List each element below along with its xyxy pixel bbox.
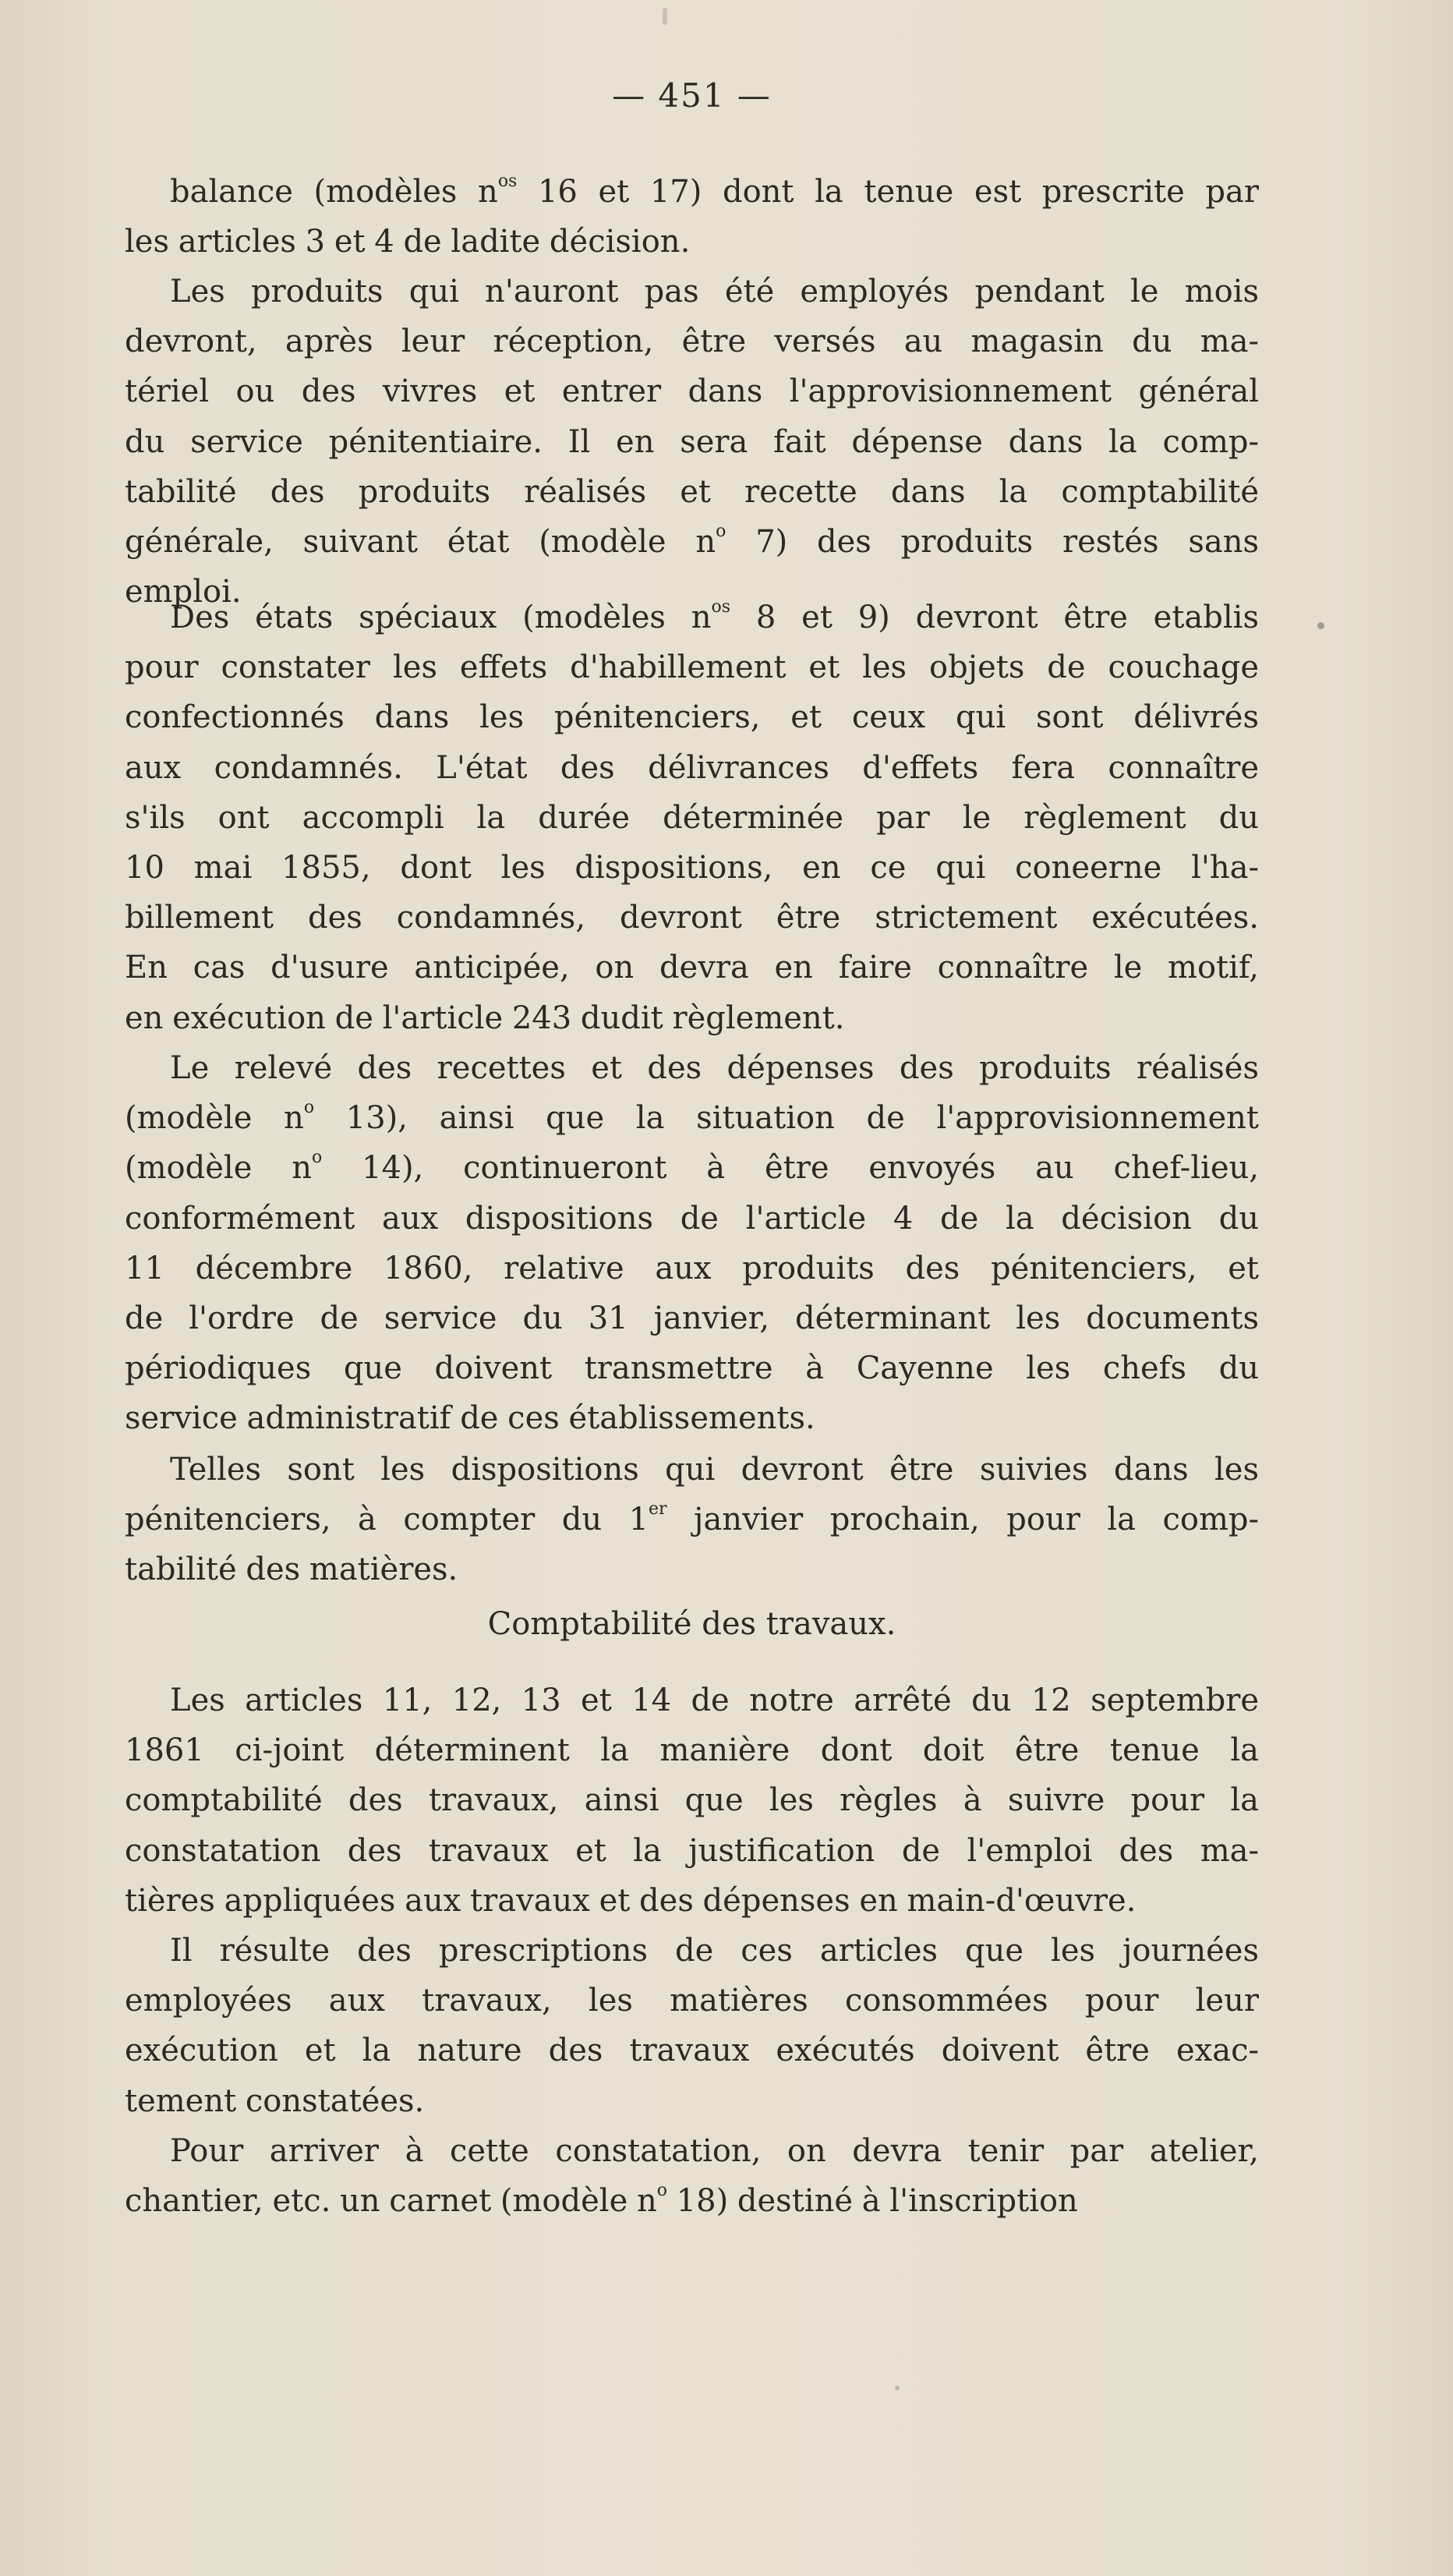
text-line [125,893,1259,943]
superscript: o [716,521,726,541]
text-line [125,167,1259,217]
line-text: janvier prochain, pour la comp- [666,1502,1259,1538]
line-text: périodiques que doivent transmettre à Cayenne les chefs du [125,1350,1259,1387]
line-text: 13), ainsi que la situation de l'approvisionnement [314,1100,1259,1137]
line-text: Les produits qui n'auront pas été employés pendant le mois [170,274,1259,310]
text-line [125,1675,1259,1725]
line-text: 8 et 9) devront être etablis [730,600,1259,635]
line-text: aux condamnés. L'état des délivrances d'effets fera connaître [125,749,1259,786]
superscript: o [311,1148,323,1168]
scan-speck [1317,622,1324,629]
text-line [125,1545,1259,1594]
superscript: er [649,1499,667,1519]
paragraph-2 [125,267,1259,617]
text-line [125,1194,1259,1244]
superscript: o [656,2180,667,2200]
scan-speck [895,2386,900,2390]
text-line [125,2126,1259,2176]
line-text: emploi. [125,574,242,610]
text-line [125,993,1259,1043]
paragraph-7 [125,1926,1259,2126]
line-text: tériel ou des vivres et entrer dans l'approvisionnement général [125,373,1259,410]
text-line [125,642,1259,692]
text-line [125,843,1259,893]
text-line [125,1093,1259,1143]
text-line [125,1976,1259,2026]
superscript: o [303,1097,315,1117]
paragraph-6 [125,1675,1259,1926]
text-line [125,1725,1259,1775]
line-text: conformément aux dispositions de l'article 4 de la décision du [125,1200,1259,1237]
text-line [125,317,1259,366]
text-line [125,793,1259,843]
line-text: 16 et 17) dont la tenue est prescrite par [517,174,1259,210]
line-text: Des états spéciaux (modèles n [170,600,712,635]
line-text: Le relevé des recettes et des dépenses des produits réalisés [170,1050,1259,1086]
line-text: tement constatées. [125,2082,425,2119]
line-text: 1861 ci-joint déterminent la manière dont doit être tenue la [125,1732,1259,1769]
text-line [125,1495,1259,1545]
line-text: (modèle n [125,1150,312,1187]
line-text: s'ils ont accompli la durée déterminée par le règlement du [125,799,1259,836]
line-text: en exécution de l'article 243 dudit règlement. [125,1000,845,1036]
text-line [125,217,1259,267]
line-text: En cas d'usure anticipée, on devra en faire connaître le motif, [125,950,1259,986]
text-line [125,2076,1259,2126]
line-text: du service pénitentiaire. Il en sera fait dépense dans la comp- [125,423,1259,460]
line-text: tabilité des matières. [125,1552,458,1588]
text-line [125,267,1259,317]
scan-speck [663,8,667,25]
text-line [125,1775,1259,1825]
text-line [125,1445,1259,1495]
text-line [125,1926,1259,1976]
text-line [125,692,1259,742]
line-text: exécution et la nature des travaux exécutés doivent être exac- [125,2033,1259,2069]
line-text: Les articles 11, 12, 13 et 14 de notre arrêté du 12 septembre [170,1683,1259,1718]
text-line [125,517,1259,567]
line-text: 18) destiné à l'inscription [666,2183,1078,2220]
line-text: Telles sont les dispositions qui devront être suivies dans les [170,1452,1259,1488]
line-text: confectionnés dans les pénitenciers, et ceux qui sont délivrés [125,699,1259,736]
line-text: comptabilité des travaux, ainsi que les règles à suivre pour la [125,1782,1259,1819]
line-text: billement des condamnés, devront être strictement exécutées. [125,900,1259,936]
line-text: Il résulte des prescriptions de ces articles que les journées [170,1933,1259,1969]
superscript: os [497,171,518,191]
text-line [125,943,1259,993]
line-text: 7) des produits restés sans [726,523,1259,560]
line-text: employées aux travaux, les matières consommées pour leur [125,1983,1259,2019]
line-text: chantier, etc. un carnet (modèle n [125,2183,657,2220]
line-text: balance (modèles n [170,174,498,210]
line-text: pour constater les effets d'habillement et les objets de couchage [125,649,1259,686]
line-text: tabilité des produits réalisés et recette dans la comptabilité [125,473,1259,510]
paragraph-1 [125,167,1259,267]
text-line [125,1826,1259,1876]
paragraph-8 [125,2126,1259,2226]
line-text: générale, suivant état (modèle n [125,523,716,560]
paragraph-3 [125,593,1259,1043]
line-text: service administratif de ces établissements. [125,1400,815,1437]
page-number: — 451 — [612,76,772,115]
text-line [125,1043,1259,1093]
line-text: tières appliquées aux travaux et des dépenses en main-d'œuvre. [125,1882,1137,1919]
text-line [125,417,1259,467]
text-line [125,2026,1259,2075]
line-text: de l'ordre de service du 31 janvier, déterminant les documents [125,1300,1259,1336]
line-text: (modèle n [125,1100,304,1137]
text-line [125,1244,1259,1293]
line-text: 14), continueront à être envoyés au chef-lieu, [322,1150,1259,1187]
text-line [125,1343,1259,1393]
line-text: les articles 3 et 4 de ladite décision. [125,224,691,260]
paragraph-5 [125,1445,1259,1595]
text-line [125,593,1259,642]
line-text: 11 décembre 1860, relative aux produits des pénitenciers, et [125,1250,1259,1286]
text-line [125,467,1259,517]
text-line [125,1876,1259,1926]
text-line [125,366,1259,416]
text-line [125,1393,1259,1443]
line-text: constatation des travaux et la justification de l'emploi des ma- [125,1832,1259,1869]
line-text: devront, après leur réception, être versés au magasin du ma- [125,324,1259,360]
paragraph-4 [125,1043,1259,1444]
superscript: os [711,596,731,617]
text-line [125,2176,1259,2226]
text-line [125,1293,1259,1343]
line-text: Pour arriver à cette constatation, on devra tenir par atelier, [170,2133,1259,2169]
text-line [125,743,1259,793]
line-text: 10 mai 1855, dont les dispositions, en ce qui coneerne l'ha- [125,849,1259,886]
section-heading: Comptabilité des travaux. [487,1606,896,1642]
line-text: pénitenciers, à compter du 1 [125,1502,649,1538]
text-line [125,1143,1259,1193]
